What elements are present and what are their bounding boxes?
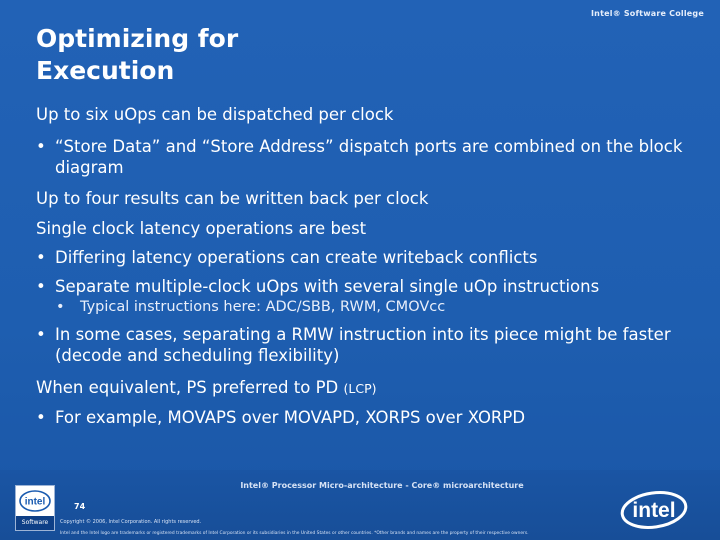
point-note: (LCP): [343, 381, 377, 396]
bullet-icon: •: [36, 137, 46, 156]
sub-bullet-text: Typical instructions here: ADC/SBB, RWM, CMOVcc: [80, 299, 446, 315]
bullet-icon: •: [36, 277, 46, 296]
bullet-text: For example, MOVAPS over MOVAPD, XORPS over XORPD: [55, 408, 526, 427]
college-label: Intel® Software College: [591, 9, 704, 18]
sub-bullet-typical-instructions: [36, 298, 696, 316]
page-number: 74: [74, 502, 86, 511]
trademark-text: Intel and the Intel logo are trademarks or registered trademarks of Intel Corporation or its subsidiaries in the United States or other countries. *Other brands and names are the property of their respective owners.: [60, 531, 529, 536]
point-ps-vs-pd: [36, 377, 696, 399]
bullet-text: Differing latency operations can create writeback conflicts: [55, 248, 538, 267]
logo-word: intel: [632, 499, 676, 522]
bullet-icon: •: [36, 408, 46, 427]
bullet-movaps-example: [36, 407, 696, 428]
point-text: When equivalent, PS preferred to PD: [36, 378, 339, 397]
bullet-icon: •: [56, 299, 65, 315]
slide-title: Optimizing for Execution: [36, 24, 239, 85]
small-logo-caption: Software: [16, 516, 54, 530]
bullet-text: In some cases, separating a RMW instruction into its piece might be faster (decode and scheduling flexibility): [55, 325, 671, 365]
bullet-icon: •: [36, 248, 46, 267]
bullet-rmw-split: [36, 324, 696, 366]
slide-body: [36, 104, 696, 428]
intel-software-logo-icon: [15, 485, 55, 531]
bullet-text: Separate multiple-clock uOps with several single uOp instructions: [55, 277, 600, 296]
intel-logo-icon: [616, 486, 692, 534]
bullet-icon: •: [36, 325, 46, 344]
point-dispatch: Up to six uOps can be dispatched per clock: [36, 105, 394, 124]
bullet-separate-uops: [36, 276, 696, 297]
point-latency: Single clock latency operations are best: [36, 219, 367, 238]
bullet-dispatch-ports: [36, 136, 696, 178]
bullet-text: “Store Data” and “Store Address” dispatch ports are combined on the block diagram: [55, 137, 683, 177]
bullet-latency-conflicts: [36, 247, 696, 268]
copyright-text: Copyright © 2006, Intel Corporation. All rights reserved.: [60, 519, 202, 525]
point-writeback: Up to four results can be written back per clock: [36, 189, 429, 208]
footer-title: Intel® Processor Micro-architecture - Core® microarchitecture: [240, 481, 524, 490]
small-logo-word: intel: [24, 496, 46, 508]
